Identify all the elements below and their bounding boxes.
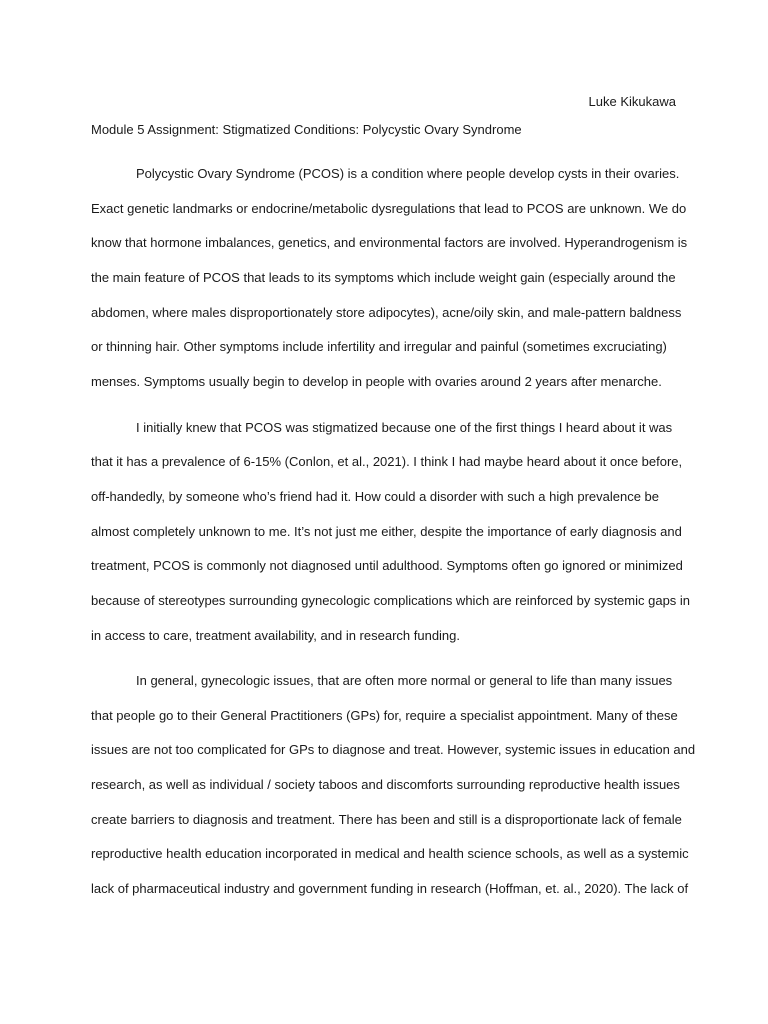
text-line: I initially knew that PCOS was stigmatized because one of the first things I heard about it was (136, 419, 673, 435)
text-line: reproductive health education incorporated in medical and health science schools, as well as a systemic (91, 846, 689, 862)
text-line: abdomen, where males disproportionately store adipocytes), acne/oily skin, and male-pattern baldness (91, 304, 682, 320)
document-body (91, 162, 696, 923)
text-line: in access to care, treatment availability, and in research funding. (91, 627, 461, 643)
text-line: lack of pharmaceutical industry and government funding in research (Hoffman, et. al., 2020). The lack of (91, 881, 689, 897)
author-name: Luke Kikukawa (588, 94, 676, 109)
text-line: that people go to their General Practitioners (GPs) for, require a specialist appointment. Many of these (91, 707, 678, 723)
text-line: the main feature of PCOS that leads to its symptoms which include weight gain (especially around the (91, 270, 676, 286)
text-line: Exact genetic landmarks or endocrine/metabolic dysregulations that lead to PCOS are unknown. We do (91, 200, 687, 216)
text-line: because of stereotypes surrounding gynecologic complications which are reinforced by systemic gaps in (91, 592, 691, 608)
paragraph-3 (91, 669, 696, 912)
text-line: or thinning hair. Other symptoms include infertility and irregular and painful (sometimes excruciating) (91, 339, 667, 355)
text-line: issues are not too complicated for GPs to diagnose and treat. However, systemic issues in education and (91, 742, 696, 758)
paragraph-1 (91, 162, 688, 405)
text-line: In general, gynecologic issues, that are often more normal or general to life than many issues (136, 673, 673, 688)
text-line: treatment, PCOS is commonly not diagnosed until adulthood. Symptoms often go ignored or minimized (91, 558, 683, 574)
text-line: off-handedly, by someone who’s friend had it. How could a disorder with such a high prevalence be (91, 488, 660, 504)
text-line: research, as well as individual / society taboos and discomforts surrounding reproductive health issues (91, 777, 680, 793)
text-line: almost completely unknown to me. It’s not just me either, despite the importance of early diagnosis and (91, 523, 682, 539)
text-line: menses. Symptoms usually begin to develop in people with ovaries around 2 years after menarche. (91, 374, 662, 390)
text-line: know that hormone imbalances, genetics, and environmental factors are involved. Hyperandrogenism is (91, 235, 688, 251)
text-line: that it has a prevalence of 6-15% (Conlon, et al., 2021). I think I had maybe heard about it once before, (91, 454, 683, 470)
document-title: Module 5 Assignment: Stigmatized Conditions: Polycystic Ovary Syndrome (91, 122, 522, 137)
text-line: Polycystic Ovary Syndrome (PCOS) is a condition where people develop cysts in their ovaries. (136, 166, 680, 181)
paragraph-2 (91, 416, 691, 659)
text-line: create barriers to diagnosis and treatment. There has been and still is a disproportionate lack of female (91, 811, 682, 827)
